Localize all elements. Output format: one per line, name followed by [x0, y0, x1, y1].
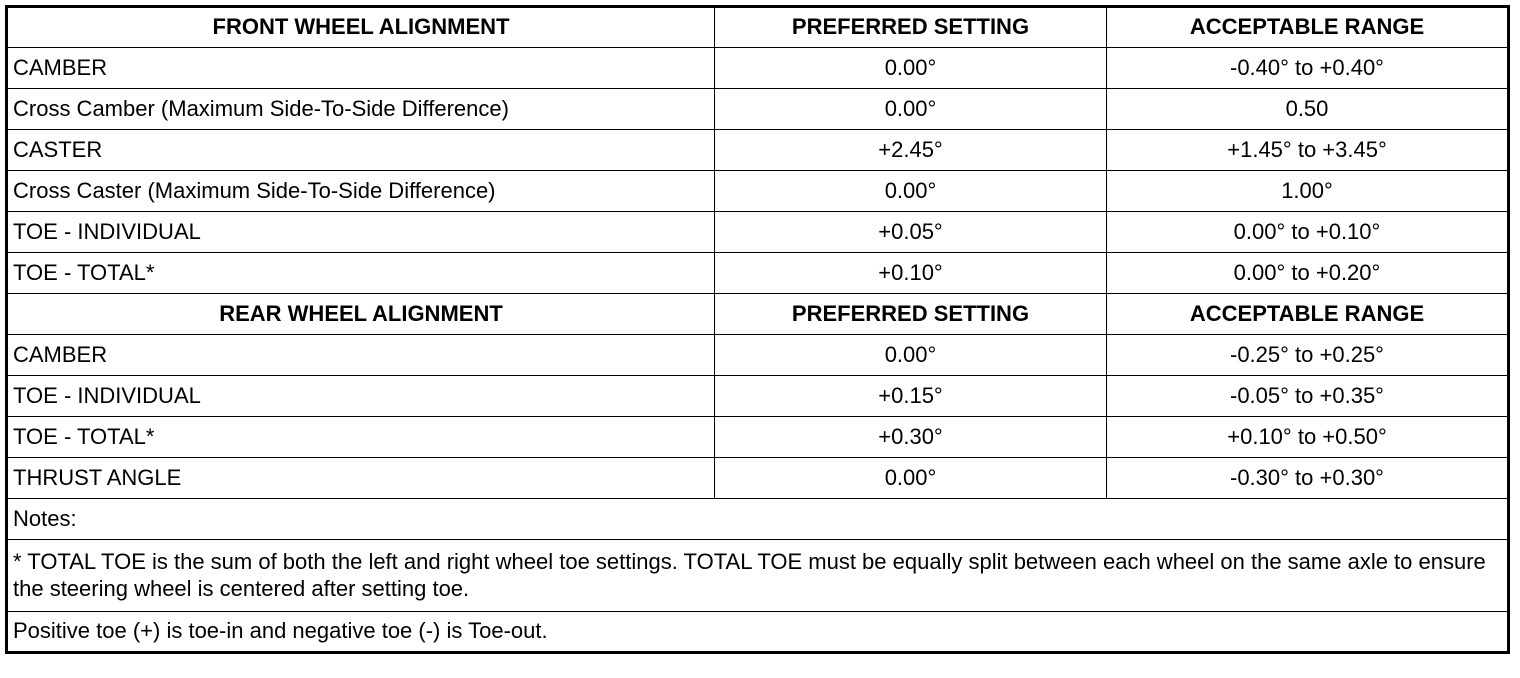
preferred-cell: 0.00°: [715, 89, 1107, 130]
parameter-cell: TOE - TOTAL*: [7, 417, 715, 458]
preferred-cell: +0.05°: [715, 212, 1107, 253]
preferred-cell: +0.10°: [715, 253, 1107, 294]
rear-parameter-header: REAR WHEEL ALIGNMENT: [7, 294, 715, 335]
notes-heading-row: [7, 499, 1509, 540]
range-cell: -0.25° to +0.25°: [1107, 335, 1509, 376]
parameter-cell: Cross Camber (Maximum Side-To-Side Difference): [7, 89, 715, 130]
table-row: [7, 417, 1509, 458]
preferred-cell: 0.00°: [715, 458, 1107, 499]
parameter-cell: CAMBER: [7, 335, 715, 376]
note-row: [7, 540, 1509, 612]
preferred-cell: +2.45°: [715, 130, 1107, 171]
front-preferred-header: PREFERRED SETTING: [715, 7, 1107, 48]
parameter-cell: TOE - INDIVIDUAL: [7, 376, 715, 417]
range-cell: +0.10° to +0.50°: [1107, 417, 1509, 458]
range-cell: +1.45° to +3.45°: [1107, 130, 1509, 171]
front-header-row: [7, 7, 1509, 48]
note-toe-direction: Positive toe (+) is toe-in and negative toe (-) is Toe-out.: [7, 612, 1509, 653]
range-cell: 0.00° to +0.10°: [1107, 212, 1509, 253]
front-range-header: ACCEPTABLE RANGE: [1107, 7, 1509, 48]
range-cell: 0.00° to +0.20°: [1107, 253, 1509, 294]
parameter-cell: TOE - INDIVIDUAL: [7, 212, 715, 253]
note-row: [7, 612, 1509, 653]
rear-header-row: [7, 294, 1509, 335]
parameter-cell: THRUST ANGLE: [7, 458, 715, 499]
preferred-cell: +0.15°: [715, 376, 1107, 417]
parameter-cell: Cross Caster (Maximum Side-To-Side Difference): [7, 171, 715, 212]
parameter-cell: TOE - TOTAL*: [7, 253, 715, 294]
table-row: [7, 171, 1509, 212]
parameter-cell: CAMBER: [7, 48, 715, 89]
preferred-cell: 0.00°: [715, 48, 1107, 89]
table-row: [7, 89, 1509, 130]
wheel-alignment-spec-table: [5, 5, 1510, 654]
range-cell: -0.30° to +0.30°: [1107, 458, 1509, 499]
preferred-cell: 0.00°: [715, 171, 1107, 212]
table-row: [7, 253, 1509, 294]
table-row: [7, 458, 1509, 499]
preferred-cell: 0.00°: [715, 335, 1107, 376]
table-row: [7, 212, 1509, 253]
rear-range-header: ACCEPTABLE RANGE: [1107, 294, 1509, 335]
range-cell: 1.00°: [1107, 171, 1509, 212]
preferred-cell: +0.30°: [715, 417, 1107, 458]
rear-preferred-header: PREFERRED SETTING: [715, 294, 1107, 335]
front-parameter-header: FRONT WHEEL ALIGNMENT: [7, 7, 715, 48]
table-row: [7, 335, 1509, 376]
table-row: [7, 48, 1509, 89]
range-cell: -0.40° to +0.40°: [1107, 48, 1509, 89]
table-row: [7, 376, 1509, 417]
range-cell: 0.50: [1107, 89, 1509, 130]
parameter-cell: CASTER: [7, 130, 715, 171]
table-row: [7, 130, 1509, 171]
note-total-toe: * TOTAL TOE is the sum of both the left and right wheel toe settings. TOTAL TOE must be equally split between each wheel on the same axle to ensure the steering wheel is centered after setting toe.: [7, 540, 1509, 612]
notes-heading: Notes:: [7, 499, 1509, 540]
range-cell: -0.05° to +0.35°: [1107, 376, 1509, 417]
